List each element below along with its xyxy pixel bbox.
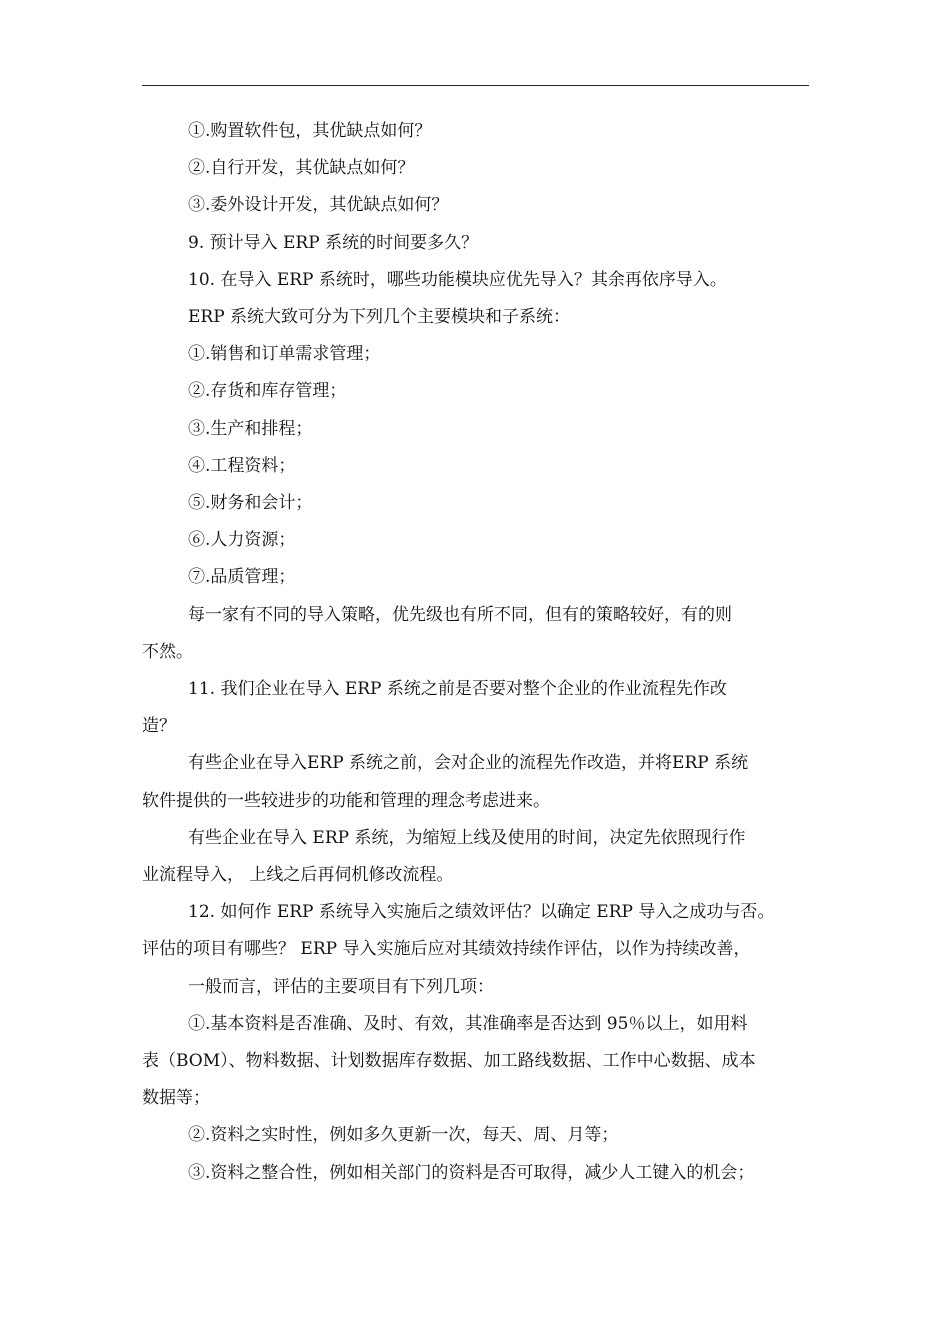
text-line: 评估的项目有哪些？ ERP 导入实施后应对其绩效持续作评估，以作为持续改善，: [142, 939, 751, 960]
text-line: 数据等；: [142, 1088, 210, 1109]
text-line: ERP 系统大致可分为下列几个主要模块和子系统：: [188, 307, 571, 328]
text-line: ③.委外设计开发，其优缺点如何？: [188, 195, 449, 216]
text-line: ①.购置软件包，其优缺点如何？: [188, 121, 432, 141]
text-line: 每一家有不同的导入策略，优先级也有所不同，但有的策略较好，有的则: [188, 604, 732, 625]
text-line: ②.自行开发，其优缺点如何？: [188, 158, 415, 179]
text-line: 11. 我们企业在导入 ERP 系统之前是否要对整个企业的作业流程先作改: [188, 679, 727, 700]
text-line: 12. 如何作 ERP 系统导入实施后之绩效评估？以确定 ERP 导入之成功与否。: [188, 902, 775, 923]
text-line: ①.销售和订单需求管理；: [188, 344, 381, 365]
text-line: 有些企业在导入 ERP 系统，为缩短上线及使用的时间，决定先依照现行作: [188, 827, 746, 848]
text-line: 软件提供的一些较进步的功能和管理的理念考虑进来。: [142, 790, 550, 811]
text-line: ③.生产和排程；: [188, 418, 313, 439]
text-line: 一般而言，评估的主要项目有下列几项：: [188, 976, 494, 997]
header-rule: [142, 85, 809, 86]
text-line: 有些企业在导入ERP 系统之前，会对企业的流程先作改造，并将ERP 系统: [188, 753, 749, 774]
text-line: 10. 在导入 ERP 系统时，哪些功能模块应优先导入？其余再依序导入。: [188, 269, 727, 290]
document-body: [142, 113, 822, 1192]
text-line: ②.资料之实时性，例如多久更新一次，每天、周、月等；: [188, 1125, 619, 1146]
text-line: 不然。: [142, 641, 193, 662]
text-line: ⑦.品质管理；: [188, 567, 296, 588]
text-line: ④.工程资料；: [188, 455, 296, 476]
text-line: ②.存货和库存管理；: [188, 381, 347, 402]
text-line: 造？: [142, 716, 176, 737]
text-line: ⑥.人力资源；: [188, 530, 296, 551]
text-line: ⑤.财务和会计；: [188, 493, 313, 514]
text-line: 9. 预计导入 ERP 系统的时间要多久？: [188, 232, 479, 253]
text-line: ③.资料之整合性，例如相关部门的资料是否可取得，减少人工键入的机会；: [188, 1162, 755, 1183]
text-line: 表（BOM）、物料数据、计划数据库存数据、加工路线数据、工作中心数据、成本: [142, 1051, 756, 1072]
text-line: 业流程导入， 上线之后再伺机修改流程。: [142, 865, 454, 886]
text-line: ①.基本资料是否准确、及时、有效，其准确率是否达到 95％以上，如用料: [188, 1013, 748, 1034]
